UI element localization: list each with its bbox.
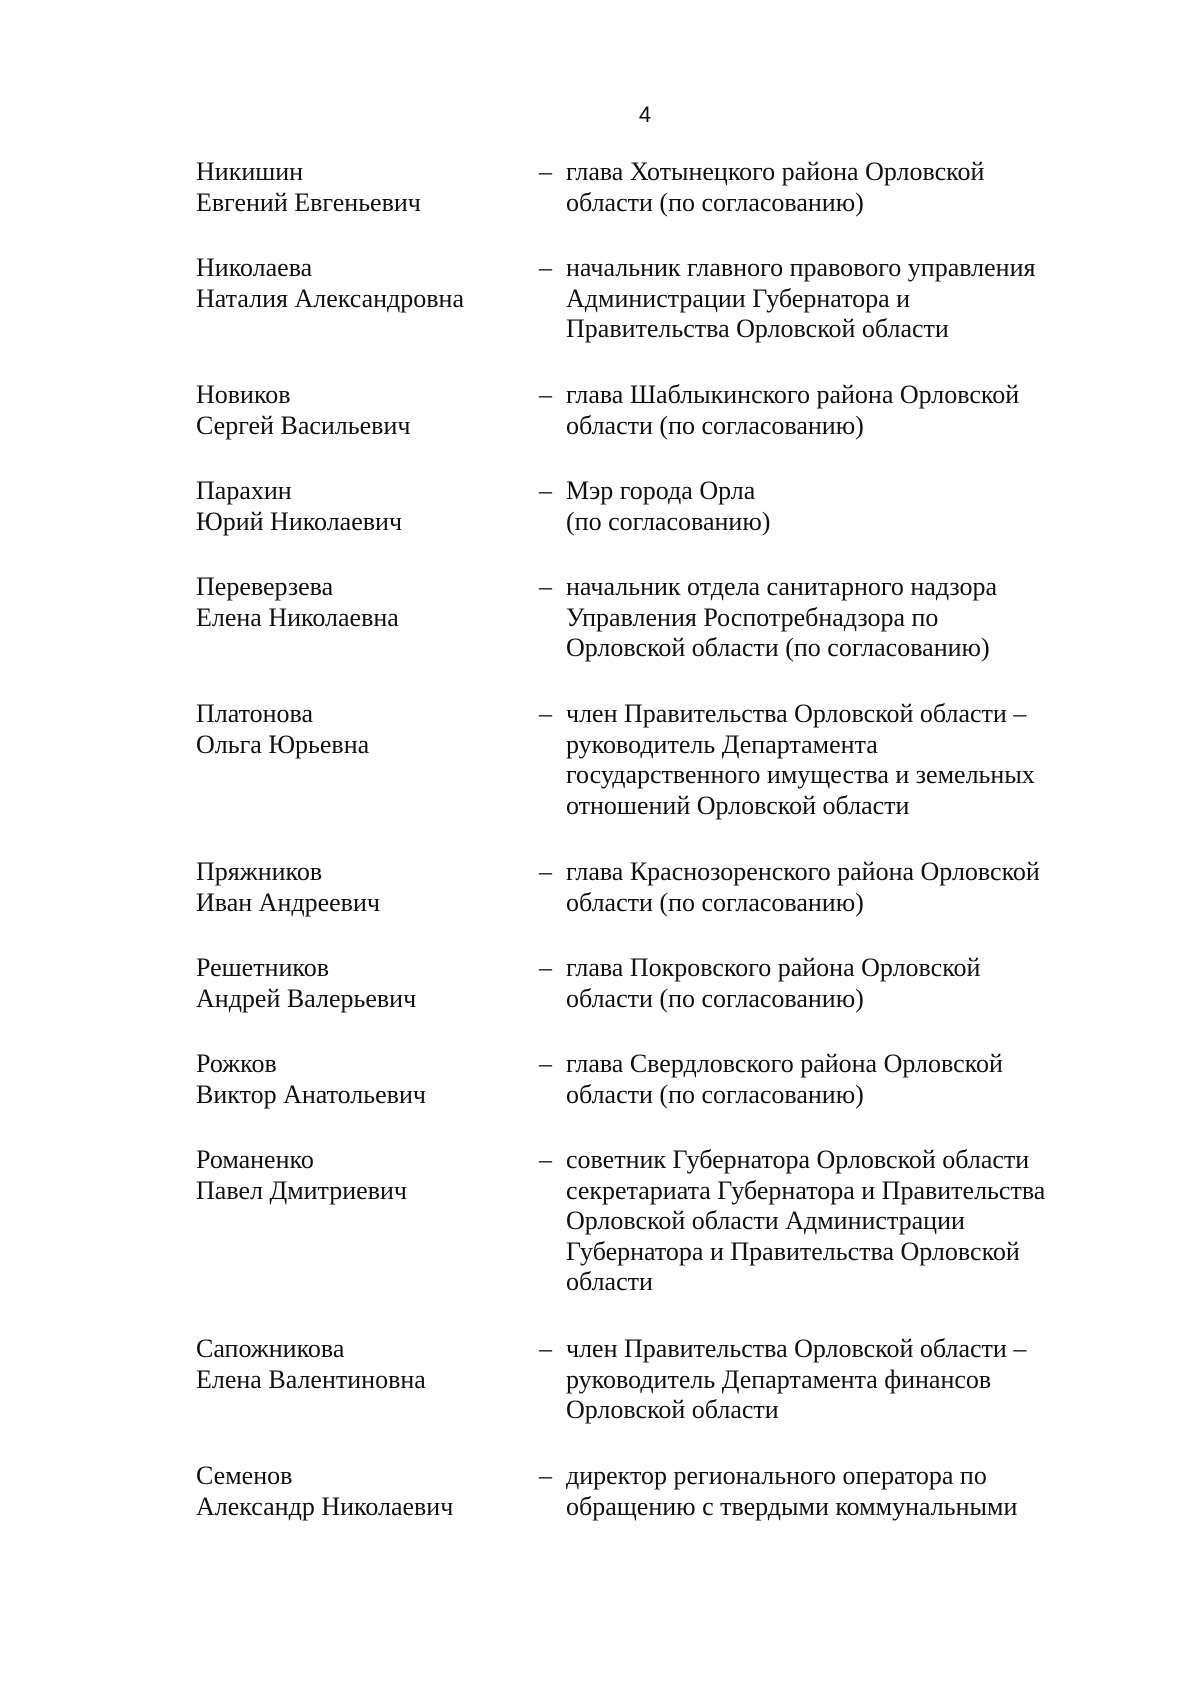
role-line: Орловской области Администрации [566, 1206, 965, 1235]
role-line: области (по согласованию) [566, 410, 864, 440]
role-line: руководитель Департамента финансов [566, 1364, 992, 1394]
role-line: отношений Орловской области [566, 790, 910, 820]
role-line: области (по согласованию) [566, 187, 864, 217]
member-name [196, 572, 516, 633]
role-line: глава Хотынецкого района Орловской [566, 157, 985, 186]
role-line: Орловской области (по согласованию) [566, 633, 990, 662]
member-given-names: Сергей Васильевич [196, 410, 411, 440]
member-name [196, 1145, 516, 1206]
member-given-names: Наталия Александровна [196, 283, 464, 313]
member-role [566, 380, 1086, 441]
member-given-names: Евгений Евгеньевич [196, 187, 421, 217]
member-name [196, 380, 516, 441]
dash-separator: – [539, 1145, 552, 1174]
member-role [566, 857, 1086, 918]
member-surname: Новиков [196, 380, 291, 409]
member-role [566, 572, 1086, 664]
dash-separator: – [539, 953, 552, 982]
dash-separator: – [539, 1334, 552, 1363]
member-surname: Семенов [196, 1461, 293, 1490]
role-line: советник Губернатора Орловской области [566, 1145, 1030, 1174]
member-role [566, 1334, 1086, 1426]
member-name [196, 476, 516, 537]
role-line: руководитель Департамента [566, 729, 878, 759]
role-line: государственного имущества и земельных [566, 760, 1035, 789]
dash-separator: – [539, 253, 552, 282]
member-role [566, 1145, 1086, 1298]
member-given-names: Елена Валентиновна [196, 1364, 426, 1394]
member-surname: Николаева [196, 253, 313, 282]
role-line: Мэр города Орла [566, 476, 756, 505]
role-line: директор регионального оператора по [566, 1461, 987, 1490]
role-line: области (по согласованию) [566, 983, 864, 1013]
dash-separator: – [539, 1461, 552, 1490]
member-given-names: Виктор Анатольевич [196, 1079, 426, 1109]
member-role [566, 1461, 1086, 1522]
role-line: Орловской области [566, 1395, 779, 1424]
member-name [196, 1334, 516, 1395]
role-line: глава Покровского района Орловской [566, 953, 981, 982]
dash-separator: – [539, 857, 552, 886]
role-line: Управления Роспотребнадзора по [566, 602, 939, 632]
member-role [566, 476, 1086, 537]
dash-separator: – [539, 1049, 552, 1078]
member-surname: Платонова [196, 699, 314, 728]
role-line: области (по согласованию) [566, 1079, 864, 1109]
member-name [196, 953, 516, 1014]
member-surname: Решетников [196, 953, 329, 982]
member-given-names: Александр Николаевич [196, 1491, 454, 1521]
role-line: (по согласованию) [566, 506, 771, 536]
member-given-names: Иван Андреевич [196, 887, 380, 917]
member-given-names: Андрей Валерьевич [196, 983, 417, 1013]
member-name [196, 857, 516, 918]
member-given-names: Ольга Юрьевна [196, 729, 370, 759]
member-role [566, 1049, 1086, 1110]
member-role [566, 157, 1086, 218]
page-number: 4 [638, 102, 652, 127]
member-role [566, 953, 1086, 1014]
member-role [566, 253, 1086, 345]
member-surname: Рожков [196, 1049, 277, 1078]
role-line: глава Шаблыкинского района Орловской [566, 380, 1020, 409]
role-line: Администрации Губернатора и [566, 283, 911, 313]
member-surname: Сапожникова [196, 1334, 345, 1363]
dash-separator: – [539, 476, 552, 505]
dash-separator: – [539, 157, 552, 186]
member-surname: Романенко [196, 1145, 314, 1174]
role-line: начальник главного правового управления [566, 253, 1036, 282]
role-line: области (по согласованию) [566, 887, 864, 917]
member-name [196, 1461, 516, 1522]
role-line: области [566, 1267, 653, 1296]
member-name [196, 699, 516, 760]
role-line: обращению с твердыми коммунальными [566, 1491, 1018, 1521]
member-surname: Переверзева [196, 572, 334, 601]
role-line: член Правительства Орловской области – [566, 1334, 1027, 1363]
member-surname: Парахин [196, 476, 292, 505]
role-line: Губернатора и Правительства Орловской [566, 1236, 1020, 1266]
member-given-names: Павел Дмитриевич [196, 1175, 407, 1205]
dash-separator: – [539, 572, 552, 601]
member-role [566, 699, 1086, 821]
member-name [196, 253, 516, 314]
member-name [196, 1049, 516, 1110]
role-line: глава Краснозоренского района Орловской [566, 857, 1040, 886]
member-surname: Никишин [196, 157, 304, 186]
member-name [196, 157, 516, 218]
role-line: член Правительства Орловской области – [566, 699, 1027, 728]
dash-separator: – [539, 699, 552, 728]
role-line: глава Свердловского района Орловской [566, 1049, 1003, 1078]
role-line: начальник отдела санитарного надзора [566, 572, 998, 601]
member-given-names: Юрий Николаевич [196, 506, 403, 536]
role-line: секретариата Губернатора и Правительства [566, 1175, 1046, 1205]
role-line: Правительства Орловской области [566, 314, 949, 343]
dash-separator: – [539, 380, 552, 409]
member-given-names: Елена Николаевна [196, 602, 399, 632]
member-surname: Пряжников [196, 857, 323, 886]
